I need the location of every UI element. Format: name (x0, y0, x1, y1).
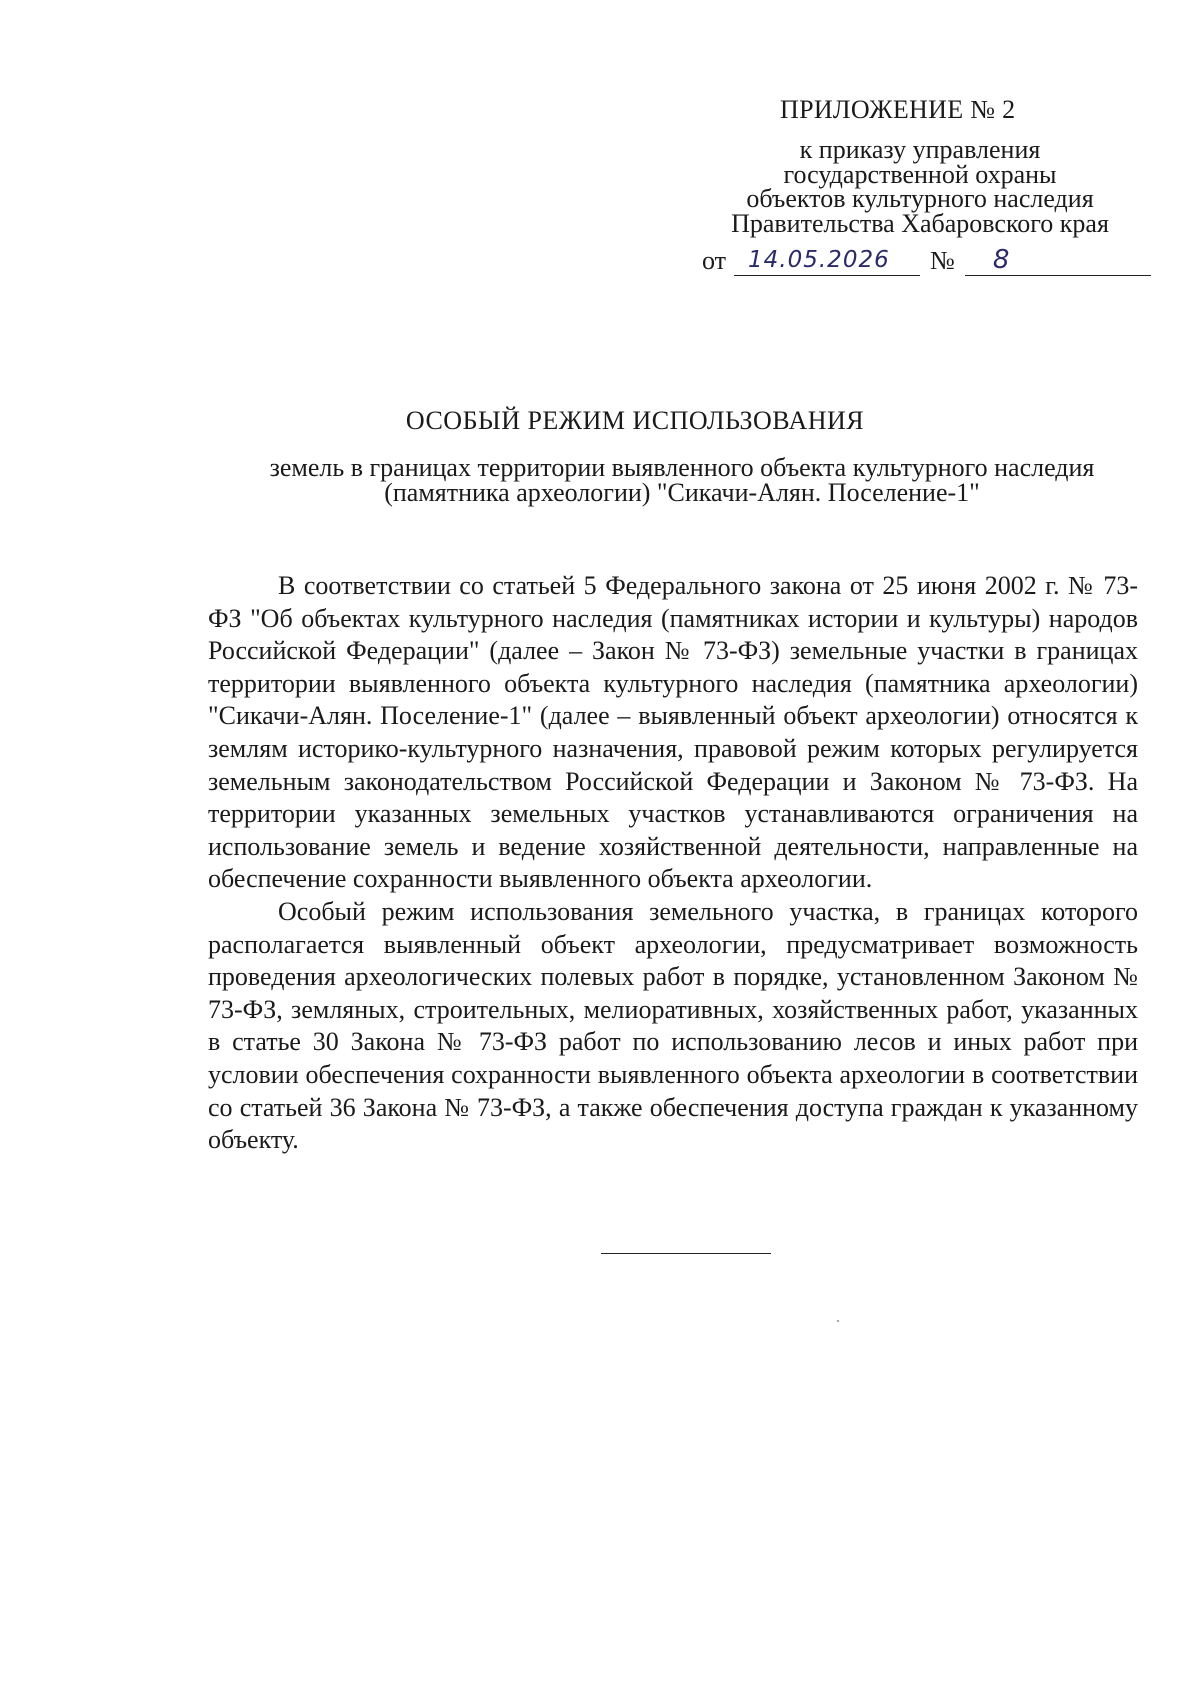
number-field (965, 247, 1151, 276)
subtitle-line: (памятника археологии) "Сикачи-Алян. Поселение-1" (384, 478, 980, 507)
appendix-order-reference (700, 135, 1140, 238)
appendix-line: к приказу управления (799, 135, 1041, 164)
document-body (208, 570, 1138, 1157)
date-field (734, 247, 920, 276)
date-prefix: от (702, 246, 727, 275)
end-separator-line (601, 1253, 771, 1254)
document-title: ОСОБЫЙ РЕЖИМ ИСПОЛЬЗОВАНИЯ (405, 406, 865, 435)
appendix-line: государственной охраны (783, 159, 1057, 189)
subtitle-line: земель в границах территории выявленного объекта культурного наследия (269, 453, 1095, 482)
document-subtitle (222, 455, 1142, 505)
number-prefix: № (930, 246, 955, 275)
body-paragraph: В соответствии со статьей 5 Федерального закона от 25 июня 2002 г. № 73-ФЗ "Об объектах культурного наследия (памятниках истории и культуры) народов Российской Федерации" (далее – Закон № 73-ФЗ) земельные участки в границах территории выявленного объекта культурного наследия (памятника археологии) "Сикачи-Алян. Поселение-1" (далее – выявленный объект археологии) относятся к землям историко-культурного назначения, правовой режим которых регулируется земельным законодательством Российской Федерации и Законом № 73-ФЗ. На территории указанных земельных участков устанавливаются ограничения на использование земель и ведение хозяйственной деятельности, направленные на обеспечение сохранности выявленного объекта археологии. (208, 571, 1138, 894)
appendix-title: ПРИЛОЖЕНИЕ № 2 (780, 95, 1016, 124)
appendix-line: Правительства Хабаровского края (731, 208, 1109, 238)
order-date-number-line (702, 246, 1142, 276)
scan-speck (837, 1320, 839, 1322)
handwritten-number: 8 (992, 245, 1011, 275)
appendix-line: объектов культурного наследия (746, 184, 1094, 213)
handwritten-date: 14.05.2026 (748, 247, 890, 273)
body-paragraph: Особый режим использования земельного участка, в границах которого располагается выявленный объект археологии, предусматривает возможность проведения археологических полевых работ в порядке, установленном Законом № 73-ФЗ, земляных, строительных, мелиоративных, хозяйственных работ, указанных в статье 30 Закона № 73-ФЗ работ по использованию лесов и иных работ при условии обеспечения сохранности выявленного объекта археологии в соответствии со статьей 36 Закона № 73-ФЗ, а также обеспечения доступа граждан к указанному объекту. (208, 896, 1138, 1155)
